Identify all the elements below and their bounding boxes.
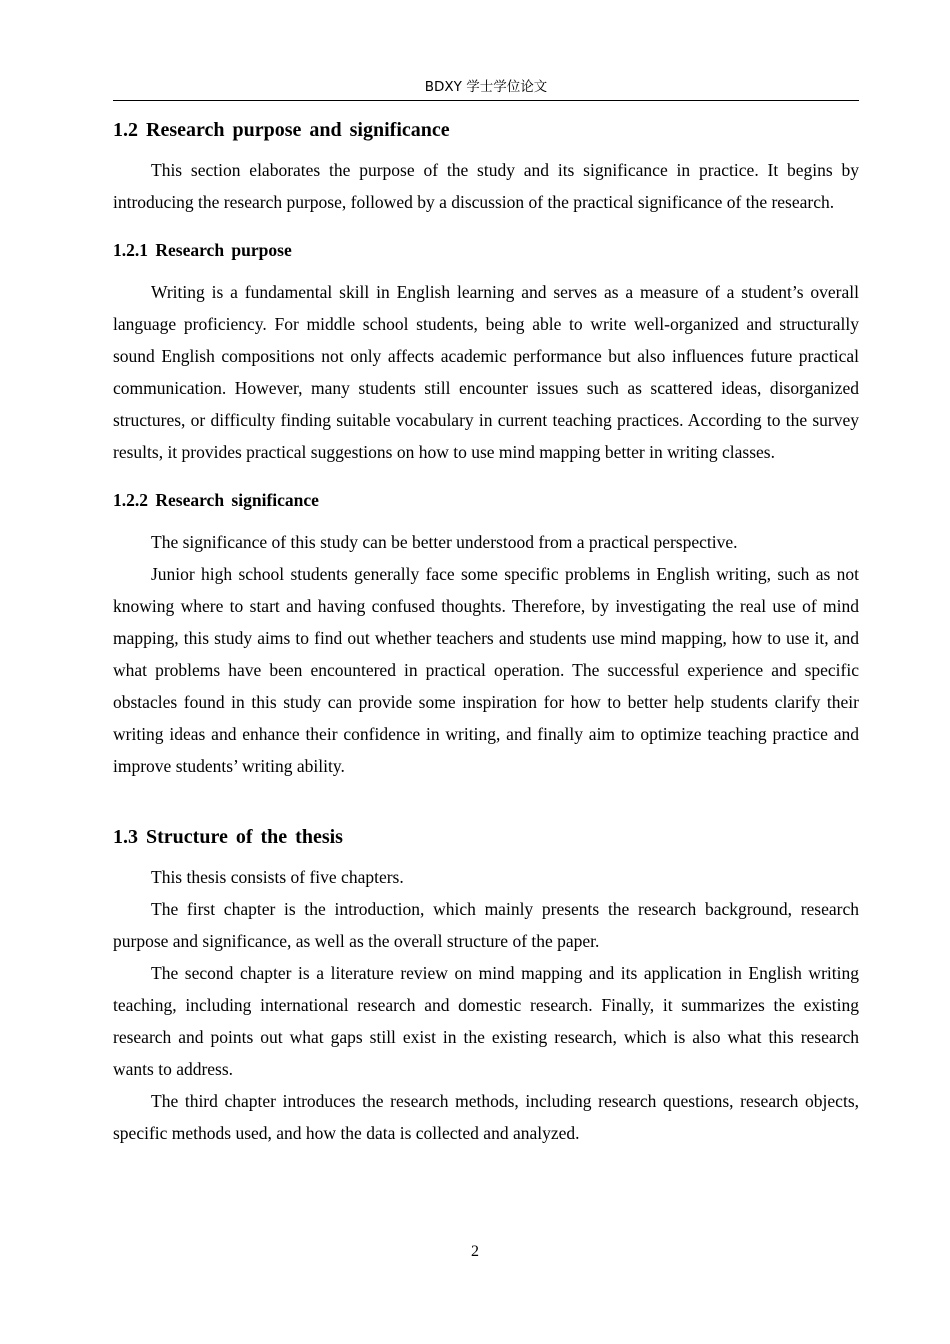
page-number: 2 — [471, 1243, 479, 1260]
paragraph-structure-1: This thesis consists of five chapters. — [151, 867, 404, 887]
paragraph-structure-3: The second chapter is a literature review on mind mapping and its application in English writing teaching, including international research and domestic research. Finally, it summarizes the existing research and points out what gaps still exist in the existing research, which is also what this research wants to address. — [113, 963, 859, 1079]
paragraph-significance-2: Junior high school students generally face some specific problems in English writing, such as not knowing where to start and having confused thoughts. Therefore, by investigating the real use of mind mapping, this study aims to find out whether teachers and students use mind mapping, how to use it, and what problems have been encountered in practical operation. The successful experience and specific obstacles found in this study can provide some inspiration for how to better help students clarify their writing ideas and enhance their confidence in writing, and finally aim to optimize teaching practice and improve students’ writing ability. — [113, 564, 859, 776]
paragraph-structure-2: The first chapter is the introduction, which mainly presents the research background, research purpose and significance, as well as the overall structure of the paper. — [113, 899, 859, 951]
paragraph-section-1-2-intro: This section elaborates the purpose of the study and its significance in practice. It begins by introducing the research purpose, followed by a discussion of the practical significance of the research. — [113, 160, 859, 212]
heading-section-1-2-2: 1.2.2 Research significance — [113, 490, 319, 510]
heading-section-1-2-1: 1.2.1 Research purpose — [113, 240, 292, 260]
document-page — [113, 76, 859, 1149]
paragraph-research-purpose: Writing is a fundamental skill in English learning and serves as a measure of a student’s overall language proficiency. For middle school students, being able to write well-organized and structurally sound English compositions not only affects academic performance but also influences future practical communication. However, many students still encounter issues such as scattered ideas, disorganized structures, or difficulty finding suitable vocabulary in current teaching practices. According to the survey results, it provides practical suggestions on how to use mind mapping better in writing classes. — [113, 282, 859, 462]
heading-section-1-3: 1.3 Structure of the thesis — [113, 826, 343, 848]
paragraph-structure-4: The third chapter introduces the research methods, including research questions, research objects, specific methods used, and how the data is collected and analyzed. — [113, 1091, 859, 1143]
heading-section-1-2: 1.2 Research purpose and significance — [113, 119, 450, 141]
running-header: BDXY 学士学位论文 — [113, 76, 859, 101]
paragraph-significance-1: The significance of this study can be better understood from a practical perspective. — [151, 532, 738, 552]
